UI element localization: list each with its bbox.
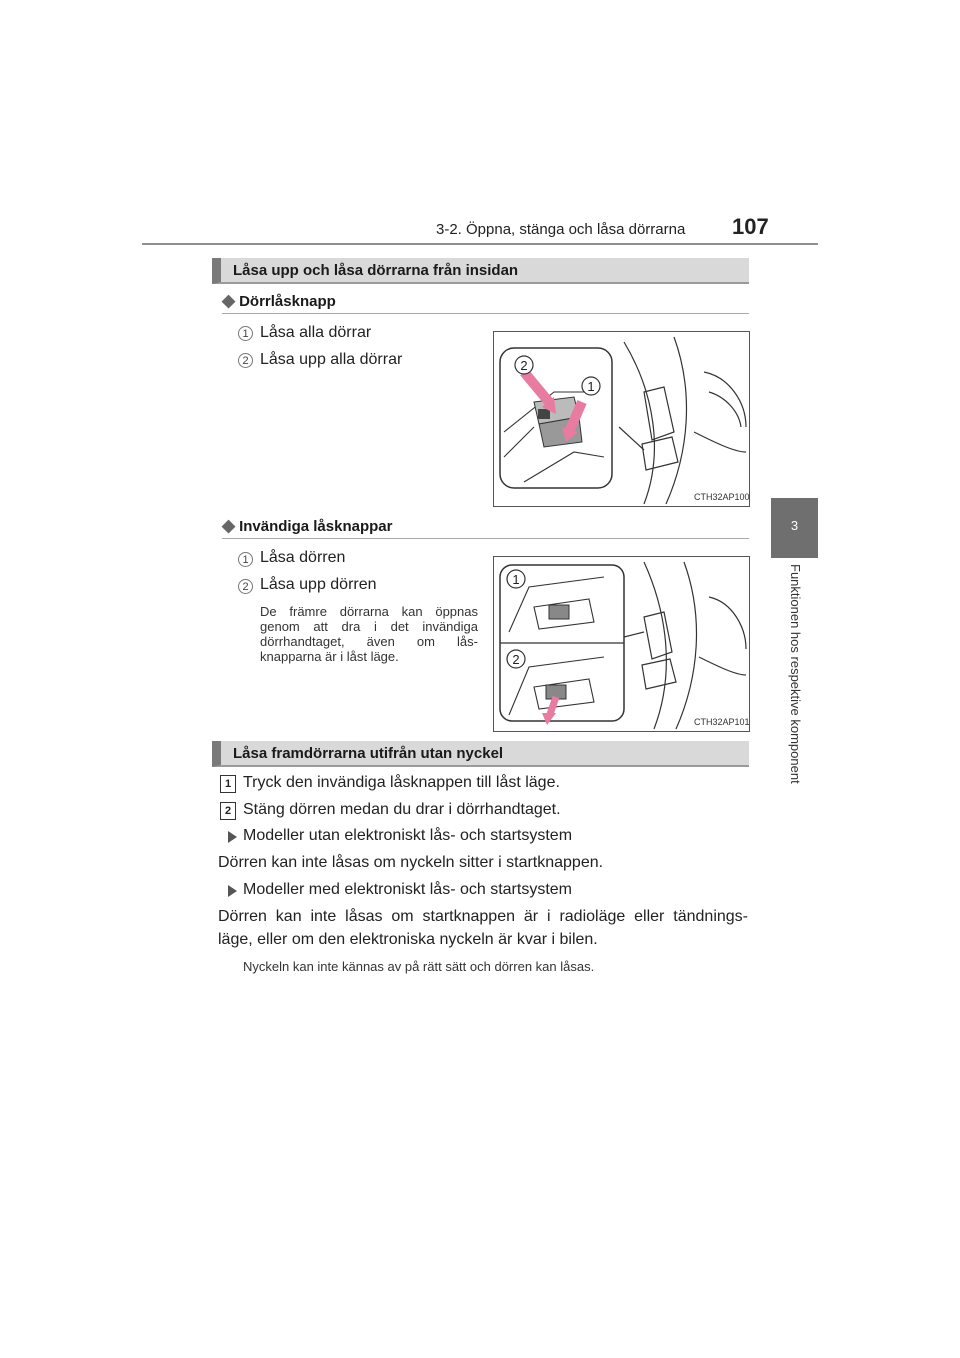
svg-text:1: 1 <box>587 379 595 394</box>
triangle-bullet-icon <box>228 885 237 897</box>
triangle-bullet-icon <box>228 831 237 843</box>
paragraph: Dörren kan inte låsas om nyckeln sitter i startknappen. <box>218 854 604 871</box>
bullet-heading: Modeller utan elektroniskt lås- och startsystem <box>243 827 573 844</box>
bullet-heading: Modeller med elektroniskt lås- och startsystem <box>243 881 572 898</box>
section-heading <box>212 258 749 284</box>
item-number: 1 <box>238 326 253 341</box>
subsection-rule <box>222 313 749 314</box>
subsection-heading <box>222 516 392 536</box>
item-number: 2 <box>238 579 253 594</box>
paragraph-line: Dörren kan inte låsas om startknappen är i radioläge eller tändnings- <box>218 908 748 925</box>
chapter-tab-label: Funktionen hos respektive komponent <box>788 564 803 784</box>
door-lock-switch-illustration <box>493 331 750 507</box>
figure-code: CTH32AP101 <box>694 717 750 727</box>
subsection-title: Invändiga låsknappar <box>239 518 393 535</box>
note-text: De främre dörrarna kan öppnas genom att dra i det invändiga dörrhandtaget, även om lås-knapparna är i låst läge. <box>260 604 478 664</box>
chapter-title: 3-2. Öppna, stänga och låsa dörrarna <box>436 221 686 238</box>
subsection-rule <box>222 538 749 539</box>
item-text: Låsa alla dörrar <box>260 324 372 341</box>
svg-text:1: 1 <box>512 572 520 587</box>
step-text: Stäng dörren medan du drar i dörrhandtaget. <box>243 801 561 818</box>
figure-code: CTH32AP100 <box>694 492 750 502</box>
diamond-icon: ◆ <box>222 516 236 535</box>
section-heading <box>212 741 749 767</box>
paragraph-line: läge, eller om den elektroniska nyckeln är kvar i bilen. <box>218 931 598 948</box>
header-rule <box>142 243 818 245</box>
subsection-title: Dörrlåsknapp <box>239 293 336 310</box>
svg-text:2: 2 <box>512 652 520 667</box>
subsection-heading <box>222 291 336 311</box>
section-heading-text: Låsa upp och låsa dörrarna från insidan <box>233 262 519 279</box>
item-text: Låsa upp alla dörrar <box>260 351 403 368</box>
svg-text:2: 2 <box>520 358 528 373</box>
step-text: Tryck den invändiga låsknappen till låst läge. <box>243 774 560 791</box>
page-number: 107 <box>732 214 769 239</box>
item-text: Låsa upp dörren <box>260 576 377 593</box>
note-text: Nyckeln kan inte kännas av på rätt sätt och dörren kan låsas. <box>243 959 595 974</box>
step-number: 2 <box>220 802 236 820</box>
section-heading-text: Låsa framdörrarna utifrån utan nyckel <box>233 745 504 762</box>
item-number: 2 <box>238 353 253 368</box>
chapter-tab-number: 3 <box>790 518 799 533</box>
interior-lock-knob-illustration <box>493 556 750 732</box>
step-number: 1 <box>220 775 236 793</box>
item-text: Låsa dörren <box>260 549 346 566</box>
diamond-icon: ◆ <box>222 291 236 310</box>
item-number: 1 <box>238 552 253 567</box>
